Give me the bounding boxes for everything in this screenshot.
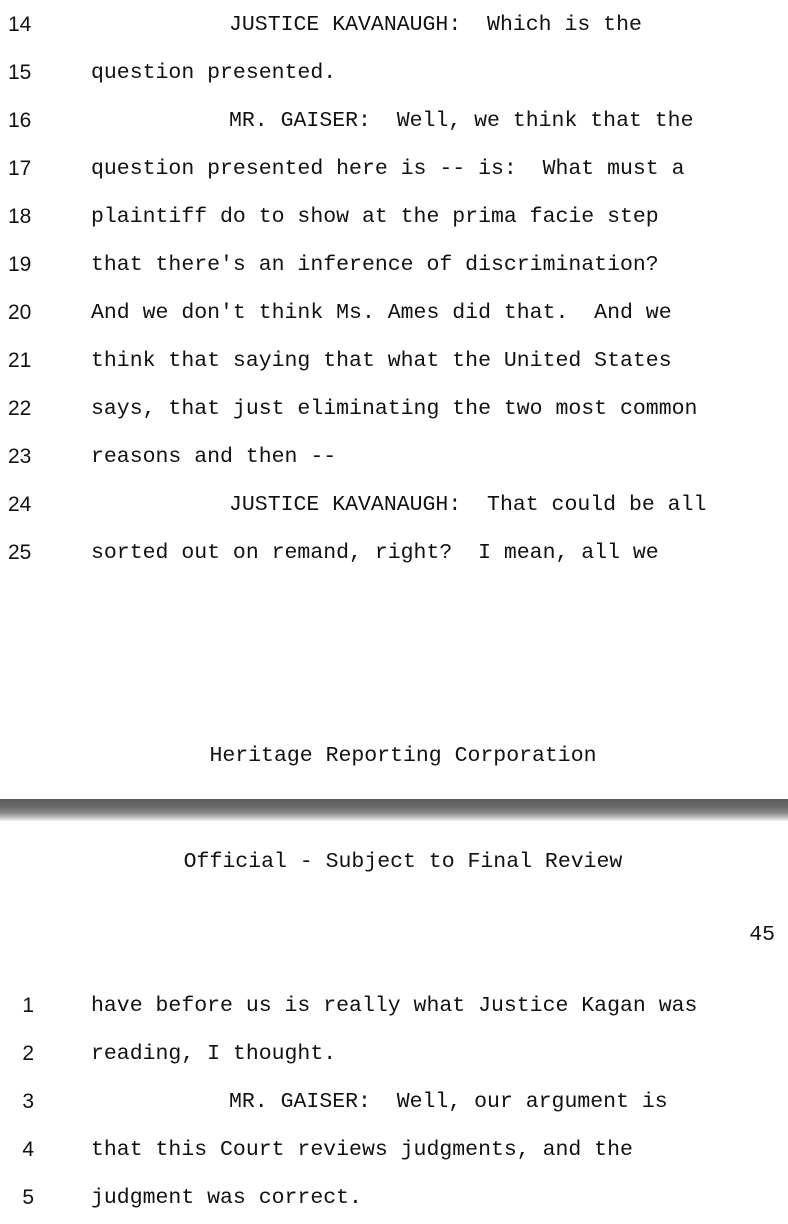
transcript-line [0, 1030, 788, 1078]
speaker-line-text: JUSTICE KAVANAUGH: That could be all [229, 493, 707, 517]
line-number: 15 [8, 61, 32, 84]
line-text: think that saying that what the United States [91, 349, 672, 373]
line-number: 14 [8, 13, 32, 36]
transcript-line [0, 1078, 788, 1126]
transcript-line [0, 337, 788, 385]
page-number: 45 [749, 923, 775, 947]
transcript-line [0, 193, 788, 241]
line-number: 4 [22, 1138, 34, 1161]
transcript-line [0, 241, 788, 289]
transcript-line [0, 1, 788, 49]
line-text: question presented here is -- is: What must a [91, 157, 685, 181]
transcript-line [0, 49, 788, 97]
transcript-line [0, 982, 788, 1030]
line-text: have before us is really what Justice Kagan was [91, 994, 698, 1018]
line-text: that this Court reviews judgments, and the [91, 1138, 633, 1162]
line-number: 24 [8, 493, 32, 516]
transcript-page-45 [0, 821, 788, 1224]
transcript-line [0, 1126, 788, 1174]
transcript-line [0, 145, 788, 193]
page-divider [0, 799, 788, 821]
line-number: 23 [8, 445, 32, 468]
line-text: reading, I thought. [91, 1042, 337, 1066]
line-number: 21 [8, 349, 32, 372]
page-footer: Heritage Reporting Corporation [209, 744, 597, 768]
line-text: reasons and then -- [91, 445, 337, 469]
transcript-line [0, 1174, 788, 1222]
transcript-line [0, 481, 788, 529]
line-text: sorted out on remand, right? I mean, all we [91, 541, 659, 565]
line-number: 2 [22, 1042, 34, 1065]
line-number: 17 [8, 157, 32, 180]
line-number: 22 [8, 397, 32, 420]
line-number: 20 [8, 301, 32, 324]
speaker-line-text: MR. GAISER: Well, our argument is [229, 1090, 668, 1114]
line-number: 5 [22, 1186, 34, 1209]
line-text: that there's an inference of discrimination? [91, 253, 659, 277]
line-number: 18 [8, 205, 32, 228]
line-number: 25 [8, 541, 32, 564]
transcript-line [0, 385, 788, 433]
transcript-line [0, 97, 788, 145]
transcript-line [0, 433, 788, 481]
transcript-line [0, 289, 788, 337]
line-number: 3 [22, 1090, 34, 1113]
line-text: plaintiff do to show at the prima facie step [91, 205, 659, 229]
line-text: says, that just eliminating the two most common [91, 397, 698, 421]
transcript-line [0, 529, 788, 577]
line-text: question presented. [91, 61, 337, 85]
speaker-line-text: JUSTICE KAVANAUGH: Which is the [229, 13, 642, 37]
page-header: Official - Subject to Final Review [183, 850, 623, 874]
line-number: 1 [22, 994, 34, 1017]
line-number: 16 [8, 109, 32, 132]
line-text: And we don't think Ms. Ames did that. And we [91, 301, 672, 325]
line-text: judgment was correct. [91, 1186, 362, 1210]
line-number: 19 [8, 253, 32, 276]
speaker-line-text: MR. GAISER: Well, we think that the [229, 109, 694, 133]
